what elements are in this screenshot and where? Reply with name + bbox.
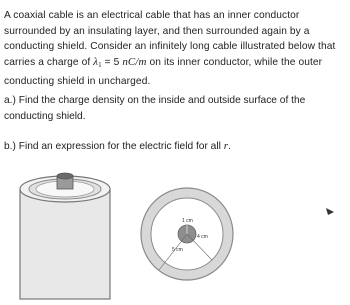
- part-b-variable: r: [223, 140, 228, 152]
- lambda-symbol: $\lambda_1$: [93, 56, 102, 70]
- part-b-text: b.) Find an expression for the electric field for all: [4, 141, 221, 152]
- mouse-cursor-icon: [326, 208, 334, 215]
- lambda-subscript: 1: [98, 61, 102, 70]
- cylinder-body: [20, 189, 110, 299]
- inner-conductor-top: [57, 173, 73, 179]
- coaxial-cable-figure: [0, 170, 350, 300]
- intro-text: A coaxial cable is an electrical cable that has an inner conductor surrounded by an insulating layer, and then surrounded again by a conducting shield. Consider an infinitely long cable illustrated below that carries a charge of: [4, 10, 336, 69]
- label-inner-radius: 1 cm: [182, 218, 193, 224]
- cable-cylinder-3d: [20, 173, 110, 299]
- part-b-question: [4, 138, 340, 155]
- intro-end-text: on its inner conductor, while the outer conducting shield in uncharged.: [4, 57, 323, 87]
- part-b-period: .: [228, 141, 231, 152]
- problem-intro: [4, 8, 340, 90]
- cable-cross-section: [141, 188, 233, 280]
- charge-value: = 5: [104, 57, 120, 69]
- figure-svg: [0, 170, 350, 300]
- charge-unit: nC/m: [122, 56, 147, 69]
- part-a-text: a.) Find the charge density on the inside and outside surface of the conducting shield.: [4, 95, 306, 122]
- label-middle-radius: 4 cm: [197, 234, 208, 240]
- label-outer-radius: 5 cm: [172, 247, 183, 253]
- part-a-question: [4, 93, 340, 125]
